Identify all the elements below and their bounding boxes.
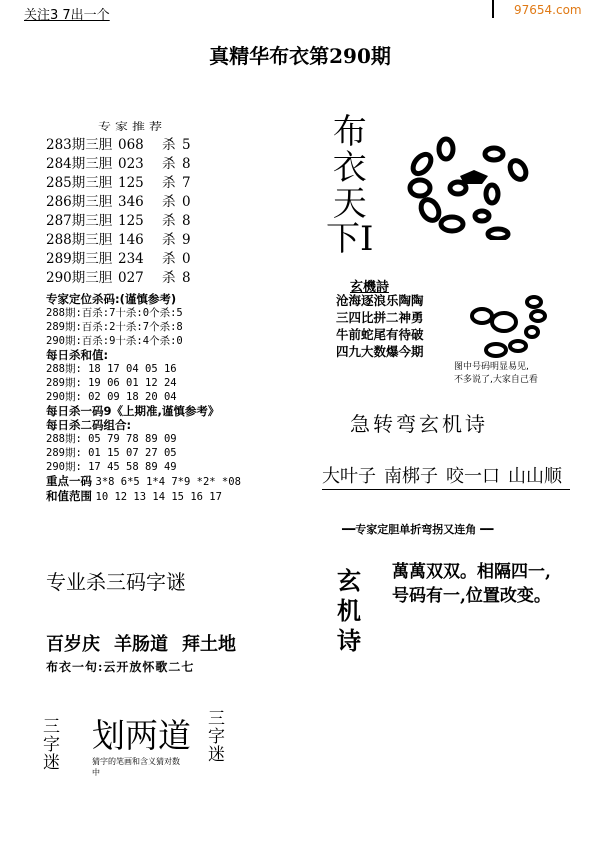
kill-cell: 杀 xyxy=(162,213,176,229)
kill-num-cell: 8 xyxy=(182,270,191,286)
kill-cell: 杀 xyxy=(162,270,176,286)
kill-num-cell: 5 xyxy=(182,137,191,153)
jizhuan-item: 大叶子 xyxy=(322,466,376,487)
period-cell: 290期三胆 xyxy=(46,270,113,286)
kill-num-cell: 8 xyxy=(182,156,191,172)
period-cell: 287期三胆 xyxy=(46,213,113,229)
nums-cell: 027 xyxy=(118,270,144,286)
poem-line: 沧海逐浪乐陶陶 xyxy=(336,293,424,308)
nums-cell: 346 xyxy=(118,194,144,210)
follow-note: 关注3 7出一个 xyxy=(24,8,110,23)
vertical-char: 布 xyxy=(332,112,367,152)
kill-num-cell: 7 xyxy=(182,175,191,191)
chain-picture-two xyxy=(468,292,558,362)
list-item: 289期:百杀:2十杀:7个杀:8 xyxy=(46,321,183,333)
kill-sections xyxy=(46,292,241,504)
kill-cell: 杀 xyxy=(162,175,176,191)
buyi-tianxia xyxy=(326,112,374,259)
list-item: 288期: 18 17 04 05 16 xyxy=(46,363,177,375)
nums-cell: 023 xyxy=(118,156,144,172)
sanzi-note: 猜字的笔画和含义猜对数中 xyxy=(92,757,180,777)
daily-kill-sum-heading: 每日杀和值: xyxy=(46,348,109,362)
jizhuan-item: 咬一口 xyxy=(446,466,500,487)
riddle-items xyxy=(46,630,250,656)
list-item: 290期: 17 45 58 89 49 xyxy=(46,461,177,473)
kill-num-cell: 0 xyxy=(182,194,191,210)
sum-range-row xyxy=(46,489,241,504)
chain-picture-one xyxy=(402,136,542,240)
riddle-item: 羊肠道 xyxy=(114,634,168,655)
table-row xyxy=(46,193,212,212)
kill-cell: 杀 xyxy=(162,137,176,153)
char: 下 xyxy=(326,219,360,259)
buyi-line: 布衣一句:云开放怀歌二七 xyxy=(46,660,195,674)
riddle-item: 百岁庆 xyxy=(46,634,100,655)
nums-cell: 068 xyxy=(118,137,144,153)
nums-cell: 146 xyxy=(118,232,144,248)
sum-range-label: 和值范围 xyxy=(46,489,92,503)
nums-cell: 125 xyxy=(118,175,144,191)
vertical-char xyxy=(326,219,374,259)
site-watermark[interactable]: 97654.com xyxy=(514,3,582,17)
period-cell: 285期三胆 xyxy=(46,175,113,191)
key-one-values: 3*8 6*5 1*4 7*9 *2* *08 xyxy=(95,476,241,488)
table-row xyxy=(46,231,212,250)
list-item: 290期:百杀:9十杀:4个杀:0 xyxy=(46,335,183,347)
daily-one-heading: 每日杀一码9《上期准,谨慎参考》 xyxy=(46,404,220,418)
sanzi-riddle: 划两道 xyxy=(92,716,191,755)
hint-line: 不多说了,大家自己看 xyxy=(454,375,538,385)
kill-cell: 杀 xyxy=(162,156,176,172)
table-row xyxy=(46,250,212,269)
period-cell: 284期三胆 xyxy=(46,156,113,172)
list-item: 289期: 01 15 07 27 05 xyxy=(46,447,177,459)
period-cell: 288期三胆 xyxy=(46,232,113,248)
vertical-char: 衣 xyxy=(332,148,367,188)
key-one-label: 重点一码 xyxy=(46,474,92,488)
table-row xyxy=(46,269,212,288)
kill-cell: 杀 xyxy=(162,232,176,248)
key-one-row xyxy=(46,474,241,489)
xuanji-title: 玄機詩 xyxy=(350,280,390,295)
hint-line: 图中号码明显易见, xyxy=(454,362,529,372)
kill-num-cell: 8 xyxy=(182,213,191,229)
expert-heading: 专家推荐 xyxy=(98,121,167,134)
header-divider xyxy=(492,0,494,18)
riddle-item: 拜土地 xyxy=(182,634,236,655)
table-row xyxy=(46,212,212,231)
jizhuan-item: 山山顺 xyxy=(508,466,562,487)
jizhuan-title: 急转弯玄机诗 xyxy=(350,412,488,436)
hint-text xyxy=(454,361,538,387)
poem-line: 萬萬双双。相隔四一, xyxy=(392,562,551,582)
list-item: 288期: 05 79 78 89 09 xyxy=(46,433,177,445)
sanzi-left-label: 三 字 迷 xyxy=(43,717,60,773)
period-cell: 289期三胆 xyxy=(46,251,113,267)
poem-line: 牛前蛇尾有待破 xyxy=(336,327,424,342)
kill-num-cell: 0 xyxy=(182,251,191,267)
jizhuan-item: 南梆子 xyxy=(384,466,438,487)
position-kill-heading: 专家定位杀码:(谨慎参考) xyxy=(46,292,177,306)
period-cell: 283期三胆 xyxy=(46,137,113,153)
vertical-char: 诗 xyxy=(337,626,361,655)
poem-line: 号码有一,位置改变。 xyxy=(392,586,551,606)
list-item: 288期:百杀:7十杀:0个杀:5 xyxy=(46,307,183,319)
jizhuan-items xyxy=(322,462,570,490)
list-item: 290期: 02 09 18 20 04 xyxy=(46,391,177,403)
nums-cell: 125 xyxy=(118,213,144,229)
expert-table xyxy=(46,136,212,288)
xuanji2-body xyxy=(392,560,551,608)
sum-range-values: 10 12 13 14 15 16 17 xyxy=(95,491,222,503)
sanzi-right-label: 三 字 迷 xyxy=(208,709,225,765)
xuanji2-heading: ━━专家定胆单折弯拐又连角 ━━ xyxy=(342,523,494,536)
table-row xyxy=(46,174,212,193)
vertical-char: 天 xyxy=(332,184,367,224)
list-item: 289期: 19 06 01 12 24 xyxy=(46,377,177,389)
period-cell: 286期三胆 xyxy=(46,194,113,210)
kill-cell: 杀 xyxy=(162,251,176,267)
xuanji-lines xyxy=(336,292,424,360)
riddle-section-title: 专业杀三码字谜 xyxy=(46,570,186,594)
page-title: 真精华布衣第290期 xyxy=(209,44,391,68)
poem-line: 四九大数爆今期 xyxy=(336,344,424,359)
vertical-char: 机 xyxy=(337,596,361,625)
xuanji2-vertical xyxy=(337,566,361,656)
mark: I xyxy=(360,219,374,259)
table-row xyxy=(46,136,212,155)
poem-line: 三四比拼二神勇 xyxy=(336,310,424,325)
nums-cell: 234 xyxy=(118,251,144,267)
daily-two-heading: 每日杀二码组合: xyxy=(46,418,132,432)
kill-num-cell: 9 xyxy=(182,232,191,248)
table-row xyxy=(46,155,212,174)
vertical-char: 玄 xyxy=(337,566,361,595)
kill-cell: 杀 xyxy=(162,194,176,210)
